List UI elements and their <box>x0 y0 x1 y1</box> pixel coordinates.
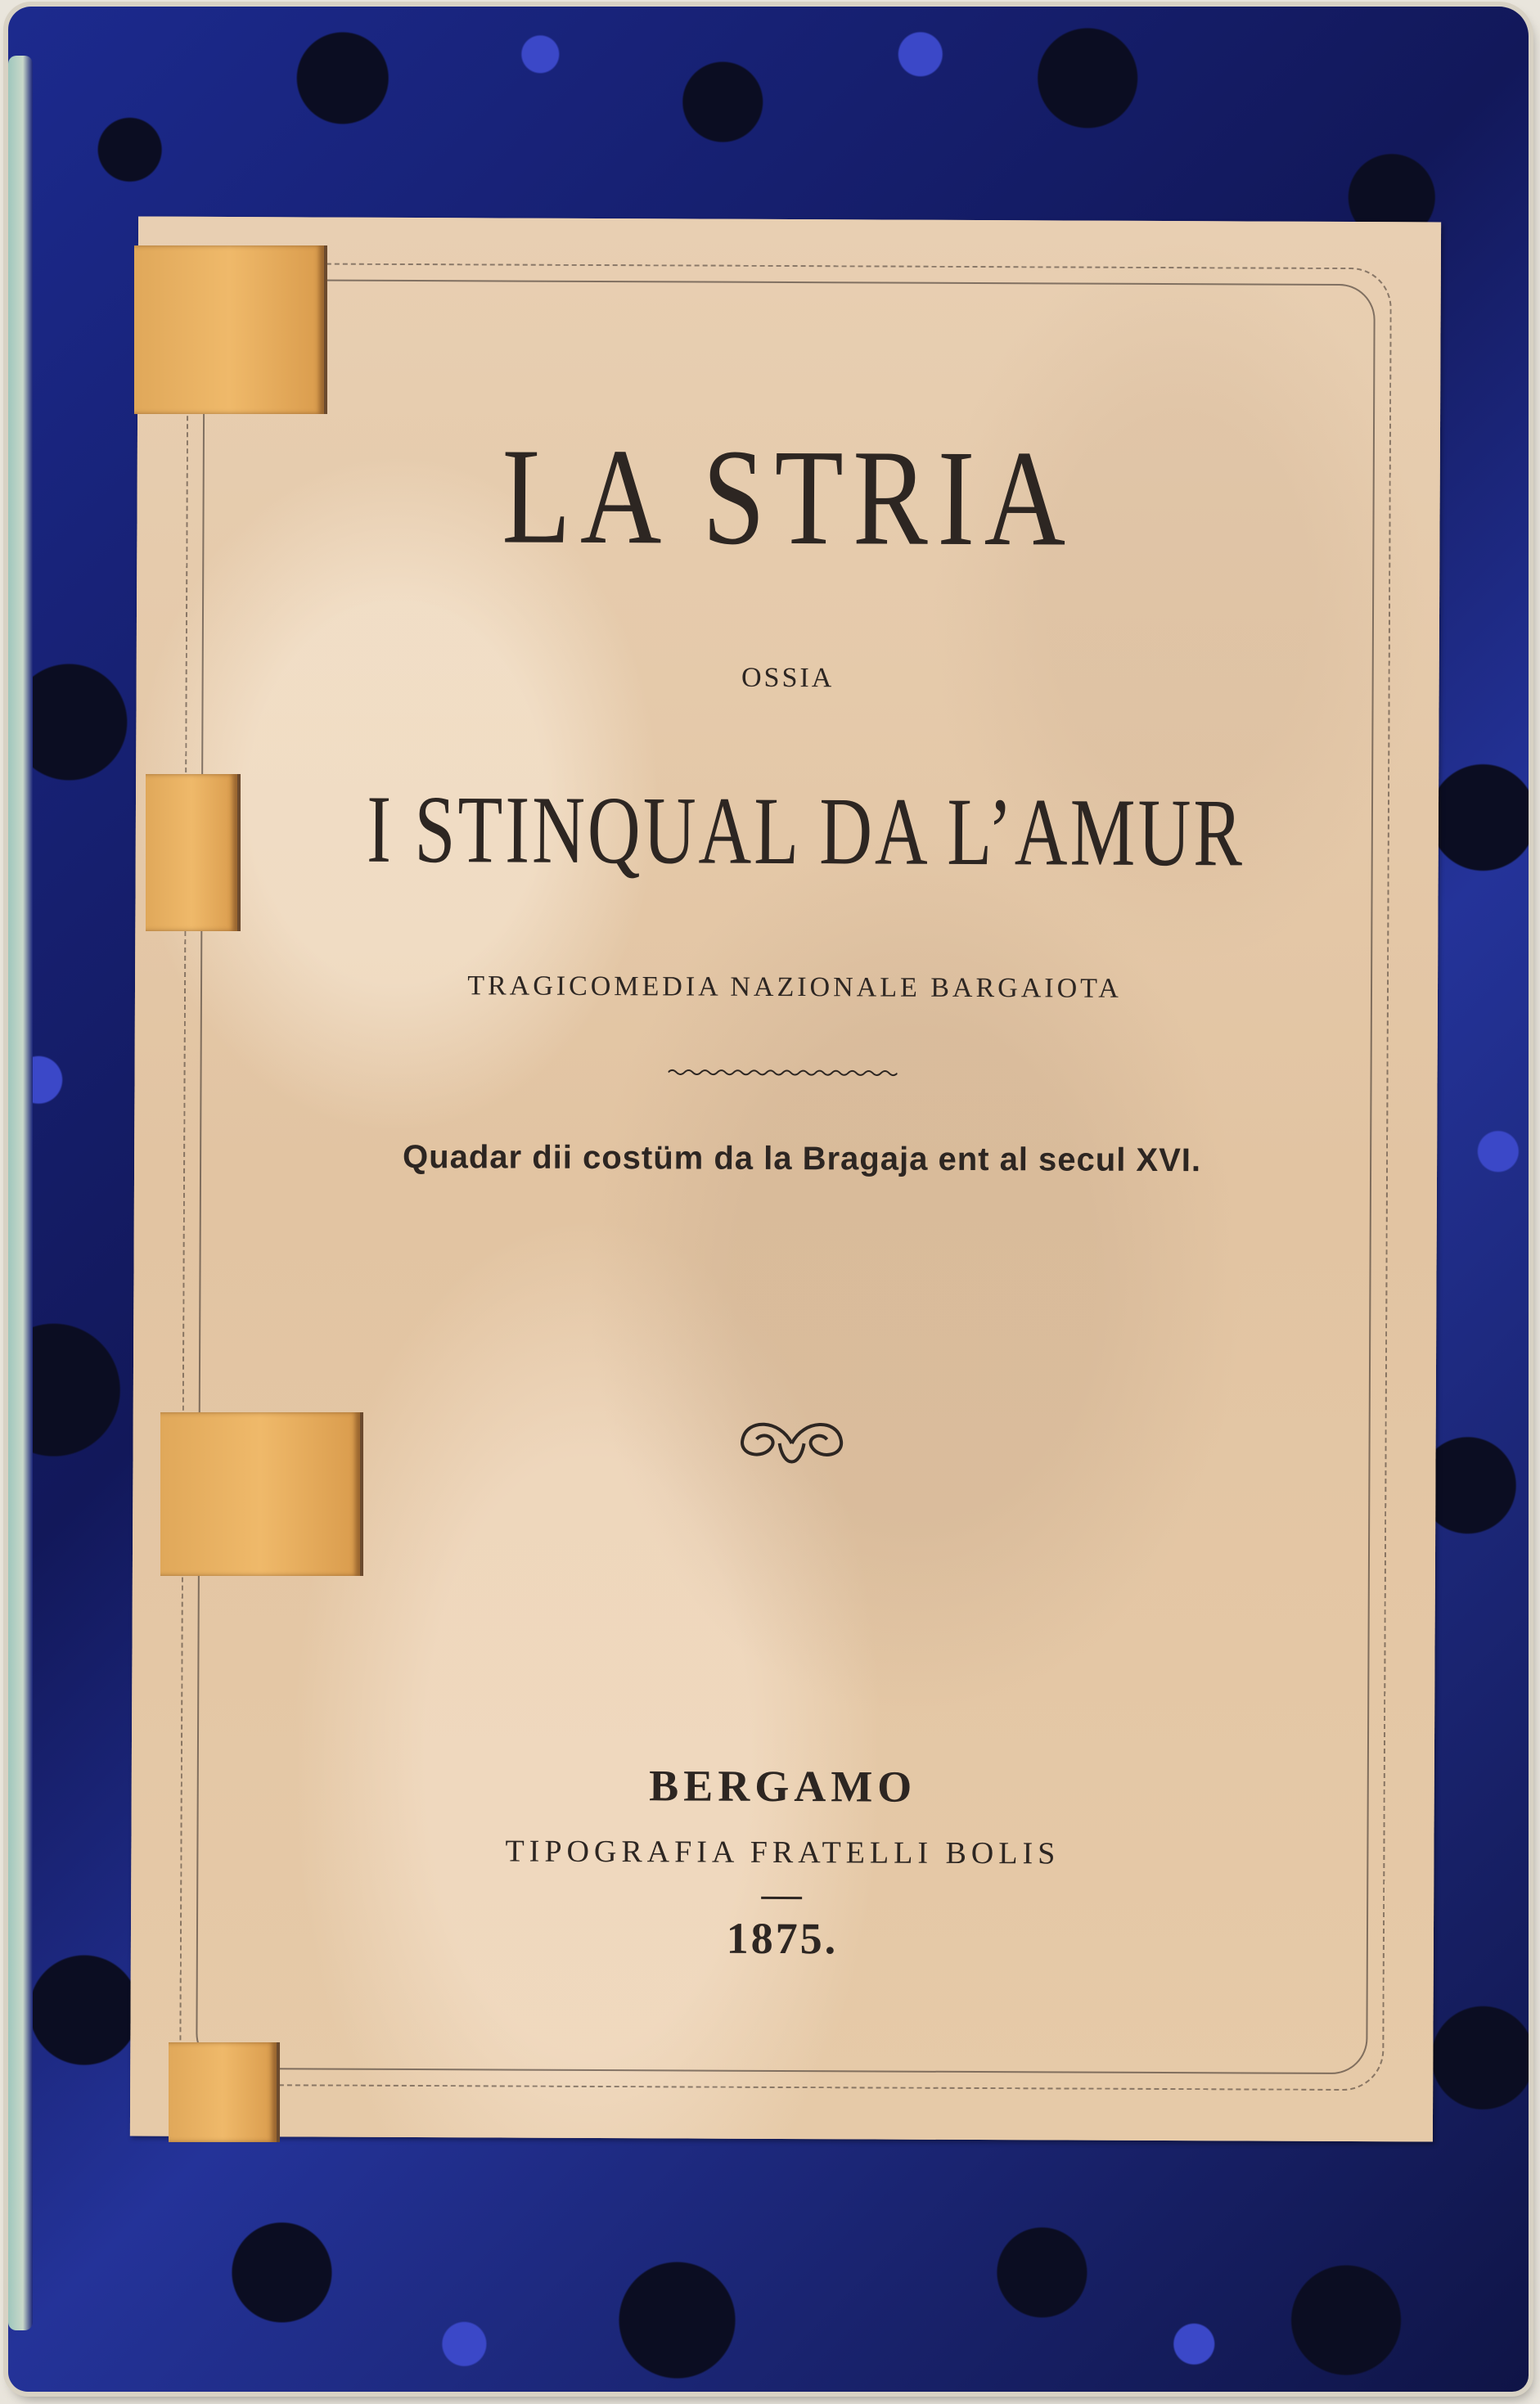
title-label <box>130 217 1441 2142</box>
tape-strip <box>169 2042 280 2142</box>
tape-strip <box>134 245 327 414</box>
publication-city: BERGAMO <box>649 1761 917 1812</box>
small-rule <box>761 1897 802 1899</box>
flourish-ornament-icon <box>730 1411 853 1477</box>
book-subtitle: I STINQUAL DA L’AMUR <box>366 775 1245 887</box>
genre-line: TRAGICOMEDIA NAZIONALE BARGAIOTA <box>467 970 1122 1004</box>
tagline: Quadar dii costüm da la Bragaja ent al secul XVI. <box>403 1138 1202 1179</box>
tape-strip <box>160 1412 363 1576</box>
printer-name: TIPOGRAFIA FRATELLI BOLIS <box>505 1834 1060 1871</box>
publication-year: 1875. <box>726 1913 839 1964</box>
book-title: LA STRIA <box>502 420 1076 575</box>
page-edge <box>8 56 33 2330</box>
tape-strip <box>146 774 241 931</box>
wavy-divider-icon <box>669 1068 898 1077</box>
title-connector: OSSIA <box>741 662 835 694</box>
